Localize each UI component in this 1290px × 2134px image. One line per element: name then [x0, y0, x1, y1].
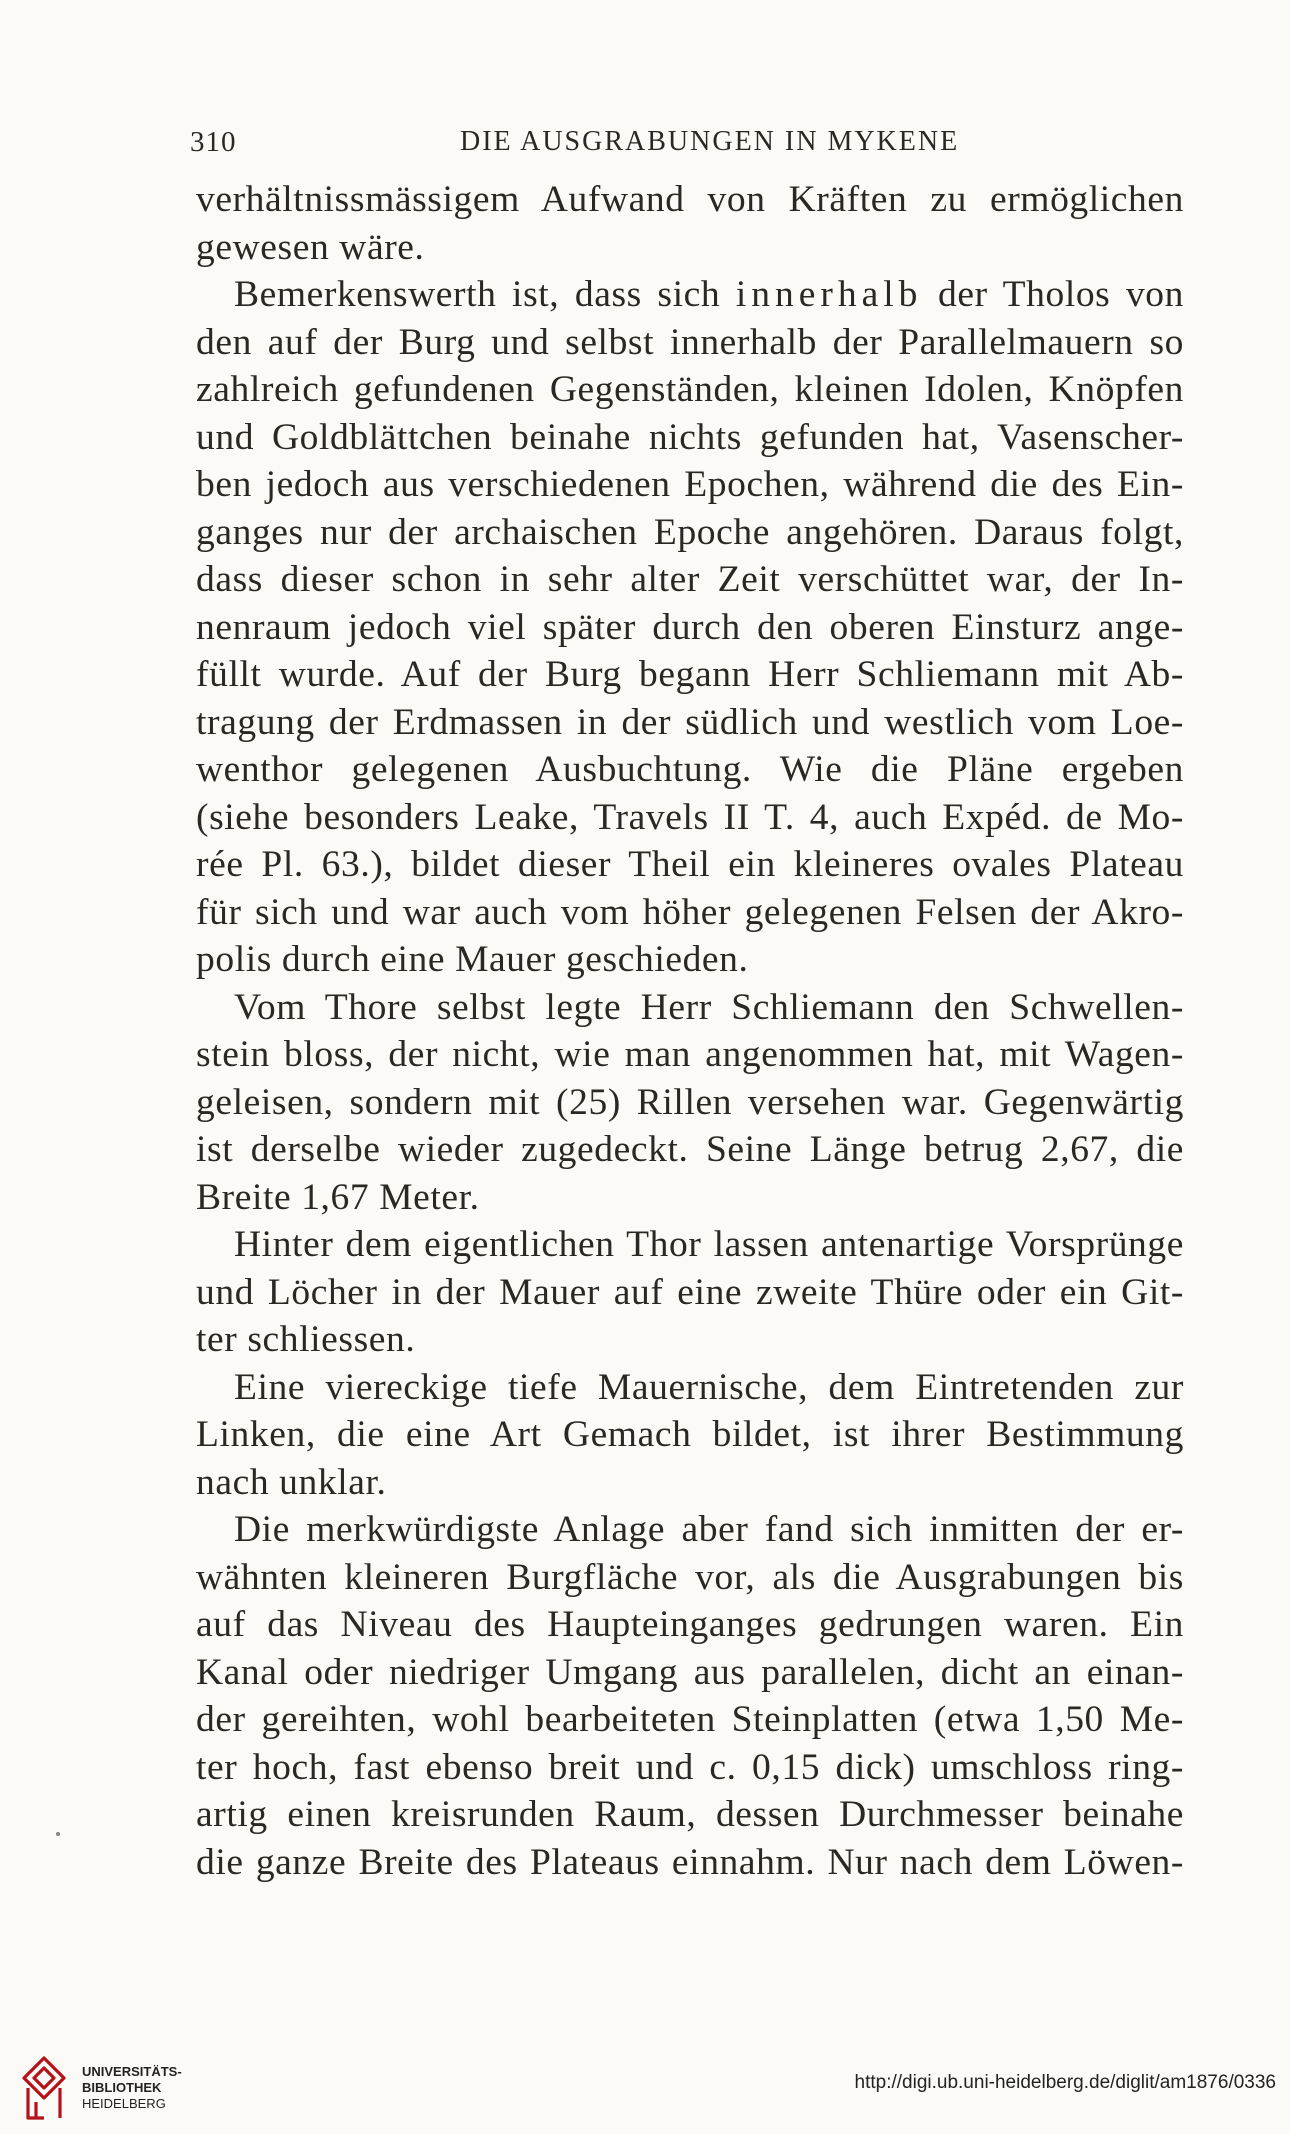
library-name-line: BIBLIOTHEK [82, 2080, 162, 2095]
library-city: HEIDELBERG [82, 2096, 166, 2111]
text-line: ter hoch, fast ebenso breit und c. 0,15 dick) umschloss ring- [196, 1746, 1184, 1788]
text-line: geleisen, sondern mit (25) Rillen versehen war. Gegenwärtig [196, 1081, 1184, 1123]
text-line: ist derselbe wieder zugedeckt. Seine Länge betrug 2,67, die [196, 1129, 1184, 1170]
text-line: die ganze Breite des Plateaus einnahm. Nur nach dem Löwen- [196, 1841, 1184, 1883]
text-line: ben jedoch aus verschiedenen Epochen, während die des Ein- [196, 464, 1184, 505]
text-line: nach unklar. [196, 1461, 387, 1503]
text-line: auf das Niveau des Haupteinganges gedrungen waren. Ein [196, 1604, 1184, 1645]
text-fragment: der Tholos von [922, 274, 1185, 315]
text-line: (siehe besonders Leake, Travels II T. 4, auch Expéd. de Mo- [196, 796, 1184, 838]
text-line: der gereihten, wohl bearbeiteten Steinplatten (etwa 1,50 Me- [196, 1699, 1184, 1740]
text-line: und Löcher in der Mauer auf eine zweite Thüre oder ein Git- [196, 1271, 1184, 1313]
page-number: 310 [190, 126, 237, 158]
body-text [196, 176, 1184, 1886]
text-line: rée Pl. 63.), bildet dieser Theil ein kleineres ovales Plateau [196, 844, 1184, 885]
text-line: nenraum jedoch viel später durch den oberen Einsturz ange- [196, 606, 1184, 648]
text-line: verhältnissmässigem Aufwand von Kräften zu ermöglichen [196, 179, 1184, 220]
text-line: stein bloss, der nicht, wie man angenommen hat, mit Wagen- [196, 1034, 1184, 1075]
text-line: gewesen wäre. [196, 226, 425, 268]
text-line: dass dieser schon in sehr alter Zeit verschüttet war, der In- [196, 559, 1184, 600]
source-url-link[interactable]: http://digi.ub.uni-heidelberg.de/diglit/am1876/0336 [854, 2072, 1276, 2093]
text-line: ter schliessen. [196, 1319, 416, 1360]
text-line: und Goldblättchen beinahe nichts gefunden hat, Vasenscher- [196, 416, 1184, 458]
library-logo-icon [14, 2052, 74, 2126]
page-footer [0, 2050, 1290, 2134]
text-line: tragung der Erdmassen in der südlich und westlich vom Loe- [196, 701, 1184, 743]
text-line: ganges nur der archaischen Epoche angehören. Daraus folgt, [196, 511, 1184, 553]
text-line: füllt wurde. Auf der Burg begann Herr Schliemann mit Ab- [196, 654, 1184, 695]
library-name-line: UNIVERSITÄTS- [82, 2064, 182, 2079]
text-line: Kanal oder niedriger Umgang aus parallelen, dicht an einan- [196, 1651, 1184, 1693]
text-line: zahlreich gefundenen Gegenständen, kleinen Idolen, Knöpfen [196, 369, 1184, 410]
text-line: polis durch eine Mauer geschieden. [196, 939, 749, 980]
running-title: DIE AUSGRABUNGEN IN MYKENE [460, 126, 960, 157]
text-line: den auf der Burg und selbst innerhalb der Parallelmauern so [196, 321, 1184, 363]
text-line: wenthor gelegenen Ausbuchtung. Wie die Pläne ergeben [196, 749, 1184, 790]
text-line: für sich und war auch vom höher gelegenen Felsen der Akro- [196, 891, 1184, 933]
text-fragment: Bemerkenswerth ist, dass sich [234, 274, 736, 315]
text-line: wähnten kleineren Burgfläche vor, als die Ausgrabungen bis [196, 1556, 1184, 1598]
emphasized-word: innerhalb [735, 274, 923, 315]
text-line: Eine viereckige tiefe Mauernische, dem Eintretenden zur [234, 1366, 1184, 1408]
text-line: Vom Thore selbst legte Herr Schliemann den Schwellen- [234, 986, 1184, 1028]
paper-speck [56, 1832, 60, 1836]
page-header [190, 126, 1190, 170]
text-line: artig einen kreisrunden Raum, dessen Durchmesser beinahe [196, 1794, 1184, 1835]
text-line: Hinter dem eigentlichen Thor lassen antenartige Vorsprünge [234, 1224, 1184, 1265]
text-line-with-emphasis [196, 271, 1184, 319]
text-line: Breite 1,67 Meter. [196, 1176, 480, 1218]
text-line: Die merkwürdigste Anlage aber fand sich inmitten der er- [234, 1509, 1184, 1550]
text-line: Linken, die eine Art Gemach bildet, ist ihrer Bestimmung [196, 1414, 1184, 1455]
library-name [82, 2064, 182, 2112]
